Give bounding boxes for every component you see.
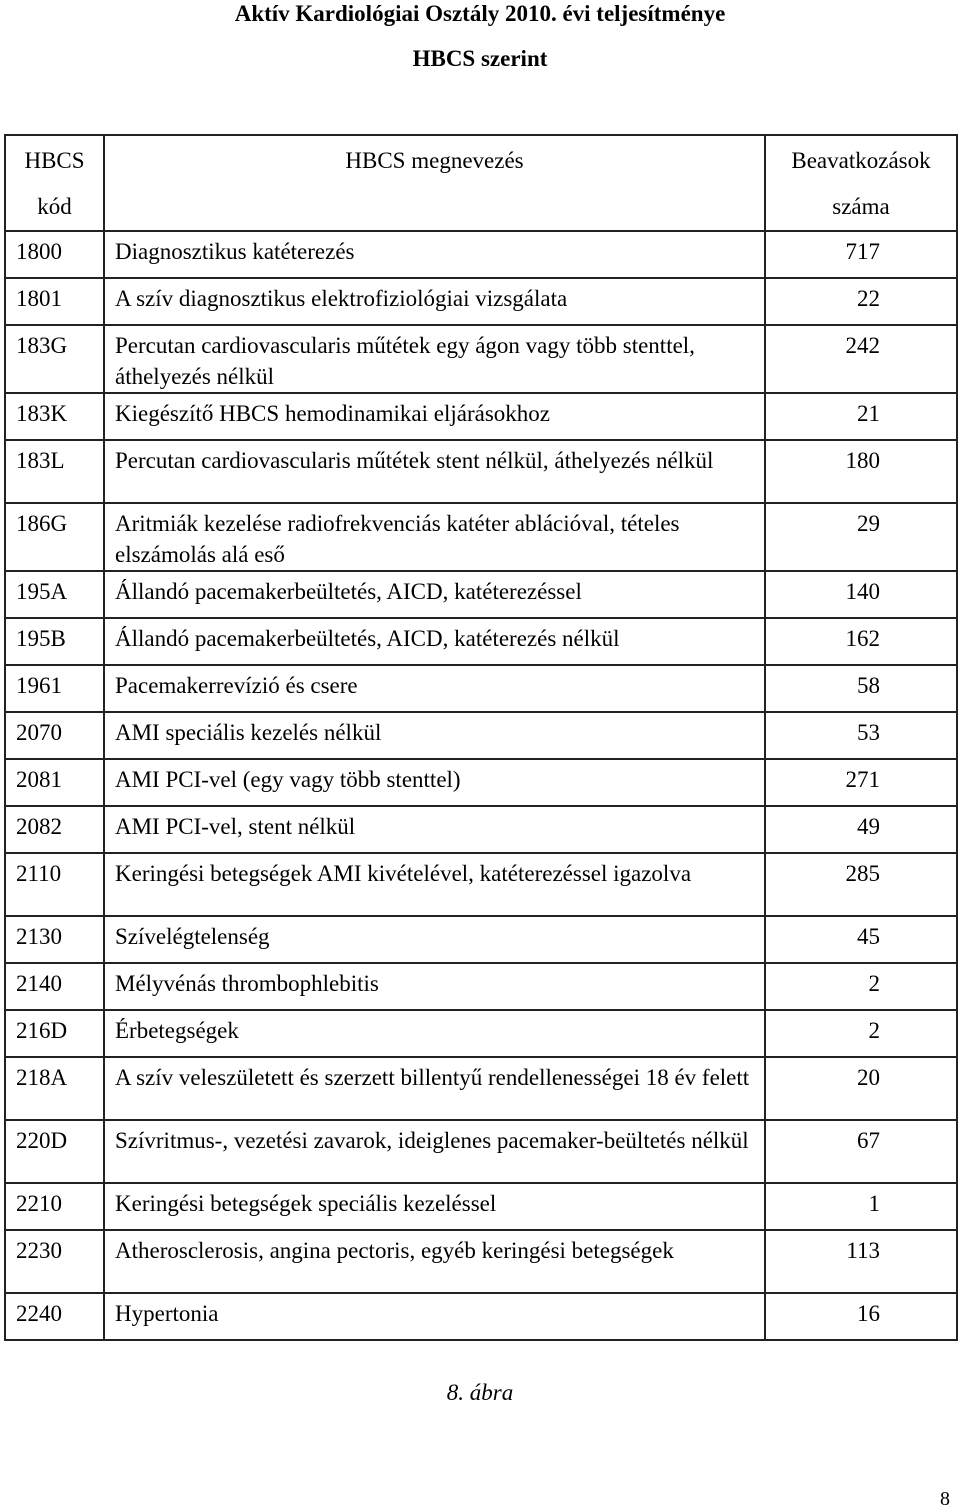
row-code: 2210 bbox=[16, 1191, 62, 1216]
row-code: 186G bbox=[16, 511, 68, 536]
row-count: 49 bbox=[857, 814, 880, 839]
row-count-cell bbox=[765, 916, 957, 963]
table-row bbox=[5, 325, 957, 393]
row-code: 195B bbox=[16, 626, 66, 651]
table-row bbox=[5, 1010, 957, 1057]
row-code-cell bbox=[5, 759, 104, 806]
header-code-line2: kód bbox=[37, 194, 72, 219]
row-count-cell bbox=[765, 1120, 957, 1183]
row-name-cell bbox=[104, 1057, 765, 1120]
header-name-text: HBCS megnevezés bbox=[345, 148, 524, 173]
row-name-cell bbox=[104, 1183, 765, 1230]
row-count: 140 bbox=[845, 579, 880, 604]
table-header-row bbox=[5, 135, 957, 231]
table-row bbox=[5, 665, 957, 712]
row-name-cell bbox=[104, 571, 765, 618]
row-name: Érbetegségek bbox=[115, 1018, 239, 1043]
header-code bbox=[5, 135, 104, 231]
row-name-cell bbox=[104, 759, 765, 806]
row-count-cell bbox=[765, 1057, 957, 1120]
row-count-cell bbox=[765, 440, 957, 503]
row-code-cell bbox=[5, 440, 104, 503]
row-code: 183K bbox=[16, 401, 68, 426]
table-row bbox=[5, 1183, 957, 1230]
table-row bbox=[5, 1057, 957, 1120]
row-count: 21 bbox=[857, 401, 880, 426]
row-code: 1961 bbox=[16, 673, 62, 698]
row-count: 53 bbox=[857, 720, 880, 745]
row-count-cell bbox=[765, 712, 957, 759]
table-row bbox=[5, 806, 957, 853]
row-count-cell bbox=[765, 618, 957, 665]
row-name-cell bbox=[104, 1120, 765, 1183]
row-count-cell bbox=[765, 963, 957, 1010]
row-count-cell bbox=[765, 231, 957, 278]
table-row bbox=[5, 853, 957, 916]
row-code: 2130 bbox=[16, 924, 62, 949]
row-name: Mélyvénás thrombophlebitis bbox=[115, 971, 379, 996]
row-code: 2081 bbox=[16, 767, 62, 792]
table-row bbox=[5, 712, 957, 759]
row-code-cell bbox=[5, 231, 104, 278]
row-code-cell bbox=[5, 1010, 104, 1057]
row-name: Keringési betegségek AMI kivételével, katéterezéssel igazolva bbox=[115, 861, 692, 886]
page-title: Aktív Kardiológiai Osztály 2010. évi teljesítménye bbox=[234, 1, 726, 26]
row-count-cell bbox=[765, 1293, 957, 1340]
row-name: Atherosclerosis, angina pectoris, egyéb keringési betegségek bbox=[115, 1238, 674, 1263]
row-count-cell bbox=[765, 325, 957, 393]
row-code-cell bbox=[5, 278, 104, 325]
row-name: AMI speciális kezelés nélkül bbox=[115, 720, 382, 745]
row-code-cell bbox=[5, 1293, 104, 1340]
page-subtitle: HBCS szerint bbox=[412, 46, 548, 71]
row-code-cell bbox=[5, 1183, 104, 1230]
row-name: Állandó pacemakerbeültetés, AICD, katéterezés nélkül bbox=[115, 626, 620, 651]
row-count-cell bbox=[765, 571, 957, 618]
row-code: 183G bbox=[16, 333, 68, 358]
row-count: 180 bbox=[845, 448, 880, 473]
row-count: 242 bbox=[845, 333, 880, 358]
row-count: 1 bbox=[868, 1191, 880, 1216]
page-number: 8 bbox=[940, 1488, 950, 1510]
row-code: 195A bbox=[16, 579, 68, 604]
row-name-cell bbox=[104, 963, 765, 1010]
row-code: 2110 bbox=[16, 861, 62, 886]
row-code-cell bbox=[5, 1230, 104, 1293]
header-count bbox=[765, 135, 957, 231]
row-count: 45 bbox=[857, 924, 880, 949]
table-row bbox=[5, 963, 957, 1010]
row-count-cell bbox=[765, 278, 957, 325]
table-row bbox=[5, 503, 957, 571]
table-row bbox=[5, 393, 957, 440]
row-code: 183L bbox=[16, 448, 65, 473]
table-row bbox=[5, 440, 957, 503]
row-name: Pacemakerrevízió és csere bbox=[115, 673, 358, 698]
row-name: Kiegészítő HBCS hemodinamikai eljárásokhoz bbox=[115, 401, 550, 426]
row-name: Percutan cardiovascularis műtétek stent nélkül, áthelyezés nélkül bbox=[115, 448, 714, 473]
row-name-cell bbox=[104, 916, 765, 963]
row-count: 717 bbox=[845, 239, 880, 264]
row-code-cell bbox=[5, 916, 104, 963]
row-name-cell bbox=[104, 393, 765, 440]
row-count: 16 bbox=[857, 1301, 880, 1326]
row-count: 29 bbox=[857, 511, 880, 536]
row-code-cell bbox=[5, 1057, 104, 1120]
row-code-cell bbox=[5, 853, 104, 916]
row-name-cell bbox=[104, 231, 765, 278]
table-row bbox=[5, 759, 957, 806]
row-count-cell bbox=[765, 806, 957, 853]
row-name: Hypertonia bbox=[115, 1301, 219, 1326]
row-count: 2 bbox=[868, 971, 880, 996]
table-row bbox=[5, 1230, 957, 1293]
row-code: 2230 bbox=[16, 1238, 62, 1263]
row-name-cell bbox=[104, 806, 765, 853]
row-code-cell bbox=[5, 571, 104, 618]
row-count: 113 bbox=[846, 1238, 880, 1263]
row-name: Diagnosztikus katéterezés bbox=[115, 239, 355, 264]
row-count: 22 bbox=[857, 286, 880, 311]
row-name-cell bbox=[104, 665, 765, 712]
row-name: Szívelégtelenség bbox=[115, 924, 270, 949]
row-name: Keringési betegségek speciális kezeléssel bbox=[115, 1191, 497, 1216]
row-code: 1800 bbox=[16, 239, 62, 264]
row-name: Percutan cardiovascularis műtétek egy ágon vagy több stenttel, áthelyezés nélkül bbox=[115, 333, 695, 389]
row-name: Szívritmus-, vezetési zavarok, ideiglenes pacemaker-beültetés nélkül bbox=[115, 1128, 749, 1153]
row-count-cell bbox=[765, 853, 957, 916]
header-code-line1: HBCS bbox=[24, 148, 85, 173]
row-count-cell bbox=[765, 665, 957, 712]
row-name: Aritmiák kezelése radiofrekvenciás katéter ablációval, tételes elszámolás alá eső bbox=[115, 511, 680, 567]
header-name bbox=[104, 135, 765, 231]
row-name-cell bbox=[104, 440, 765, 503]
row-code: 216D bbox=[16, 1018, 68, 1043]
table-row bbox=[5, 231, 957, 278]
table-row bbox=[5, 916, 957, 963]
row-name-cell bbox=[104, 503, 765, 571]
row-code-cell bbox=[5, 665, 104, 712]
row-name: AMI PCI-vel (egy vagy több stenttel) bbox=[115, 767, 461, 792]
row-count: 67 bbox=[857, 1128, 880, 1153]
row-code-cell bbox=[5, 1120, 104, 1183]
row-name-cell bbox=[104, 1293, 765, 1340]
row-count: 2 bbox=[868, 1018, 880, 1043]
row-count-cell bbox=[765, 393, 957, 440]
figure-caption: 8. ábra bbox=[446, 1380, 514, 1405]
row-name: Állandó pacemakerbeültetés, AICD, katéterezéssel bbox=[115, 579, 582, 604]
row-code-cell bbox=[5, 963, 104, 1010]
row-count: 58 bbox=[857, 673, 880, 698]
row-code: 220D bbox=[16, 1128, 68, 1153]
row-count-cell bbox=[765, 1230, 957, 1293]
row-name-cell bbox=[104, 1230, 765, 1293]
row-name: A szív veleszületett és szerzett billentyű rendellenességei 18 év felett bbox=[115, 1065, 750, 1090]
row-count-cell bbox=[765, 759, 957, 806]
row-code: 1801 bbox=[16, 286, 62, 311]
row-code: 2240 bbox=[16, 1301, 62, 1326]
table-row bbox=[5, 571, 957, 618]
row-code-cell bbox=[5, 503, 104, 571]
row-name-cell bbox=[104, 853, 765, 916]
row-name: AMI PCI-vel, stent nélkül bbox=[115, 814, 356, 839]
row-name: A szív diagnosztikus elektrofiziológiai vizsgálata bbox=[115, 286, 568, 311]
row-code: 2140 bbox=[16, 971, 62, 996]
table-row bbox=[5, 278, 957, 325]
header-count-line1: Beavatkozások bbox=[791, 148, 931, 173]
row-code-cell bbox=[5, 806, 104, 853]
row-count: 285 bbox=[845, 861, 880, 886]
row-code: 2070 bbox=[16, 720, 62, 745]
table-row bbox=[5, 1293, 957, 1340]
row-name-cell bbox=[104, 278, 765, 325]
hbcs-table bbox=[4, 134, 958, 1341]
row-count: 271 bbox=[845, 767, 880, 792]
row-count-cell bbox=[765, 503, 957, 571]
row-code-cell bbox=[5, 325, 104, 393]
table-row bbox=[5, 1120, 957, 1183]
row-count: 162 bbox=[845, 626, 880, 651]
row-name-cell bbox=[104, 325, 765, 393]
row-count-cell bbox=[765, 1183, 957, 1230]
row-code-cell bbox=[5, 393, 104, 440]
row-code: 2082 bbox=[16, 814, 62, 839]
row-code: 218A bbox=[16, 1065, 68, 1090]
row-code-cell bbox=[5, 712, 104, 759]
header-count-line2: száma bbox=[832, 194, 890, 219]
table-row bbox=[5, 618, 957, 665]
row-count: 20 bbox=[857, 1065, 880, 1090]
row-name-cell bbox=[104, 1010, 765, 1057]
row-code-cell bbox=[5, 618, 104, 665]
row-name-cell bbox=[104, 712, 765, 759]
row-name-cell bbox=[104, 618, 765, 665]
row-count-cell bbox=[765, 1010, 957, 1057]
